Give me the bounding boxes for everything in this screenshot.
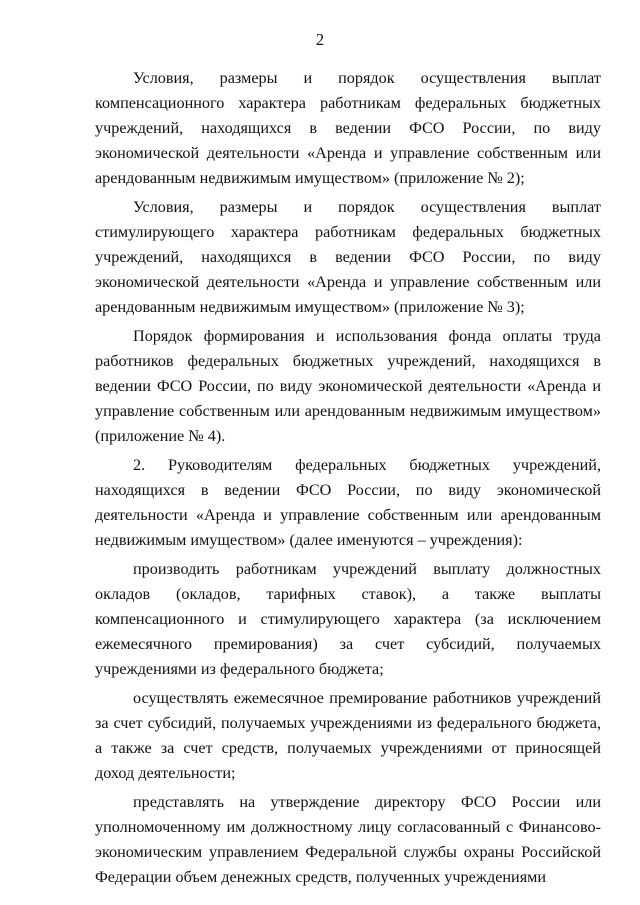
paragraph-salary-payment: производить работникам учреждений выплату должностных окладов (окладов, тарифных ставок), а также выплаты компенсационного и стимулирующего характера (за исключением ежемесячного премирования) за счет субсидий, получаемых учреждениями из федерального бюджета; [95,560,601,678]
paragraph-item-2: 2. Руководителям федеральных бюджетных учреждений, находящихся в ведении ФСО России, по виду экономической деятельности «Аренда и управление собственным или арендованным недвижимым имуществом» (далее именуются – учреждения): [95,456,601,549]
document-body [95,66,601,894]
paragraph-appendix-3: Условия, размеры и порядок осуществления выплат стимулирующего характера работникам федеральных бюджетных учреждений, находящихся в ведении ФСО России, по виду экономической деятельности «Аренда и управление собственным или арендованным недвижимым имуществом» (приложение № 3); [95,198,601,316]
paragraph-appendix-2: Условия, размеры и порядок осуществления выплат компенсационного характера работникам федеральных бюджетных учреждений, находящихся в ведении ФСО России, по виду экономической деятельности «Аренда и управление собственным или арендованным недвижимым имуществом» (приложение № 2); [95,69,601,187]
paragraph-appendix-4: Порядок формирования и использования фонда оплаты труда работников федеральных бюджетных учреждений, находящихся в ведении ФСО России, по виду экономической деятельности «Аренда и управление собственным или арендованным недвижимым имуществом» (приложение № 4). [95,327,601,445]
paragraph-monthly-bonus: осуществлять ежемесячное премирование работников учреждений за счет субсидий, получаемых учреждениями из федерального бюджета, а также за счет средств, получаемых учреждениями от приносящей доход деятельности; [95,689,601,782]
page-number: 2 [315,30,325,49]
paragraph-funds-approval: представлять на утверждение директору ФСО России или уполномоченному им должностному лицу согласованный с Финансово-экономическим управлением Федеральной службы охраны Российской Федерации объем денежных средств, полученных учреждениями [95,793,601,886]
